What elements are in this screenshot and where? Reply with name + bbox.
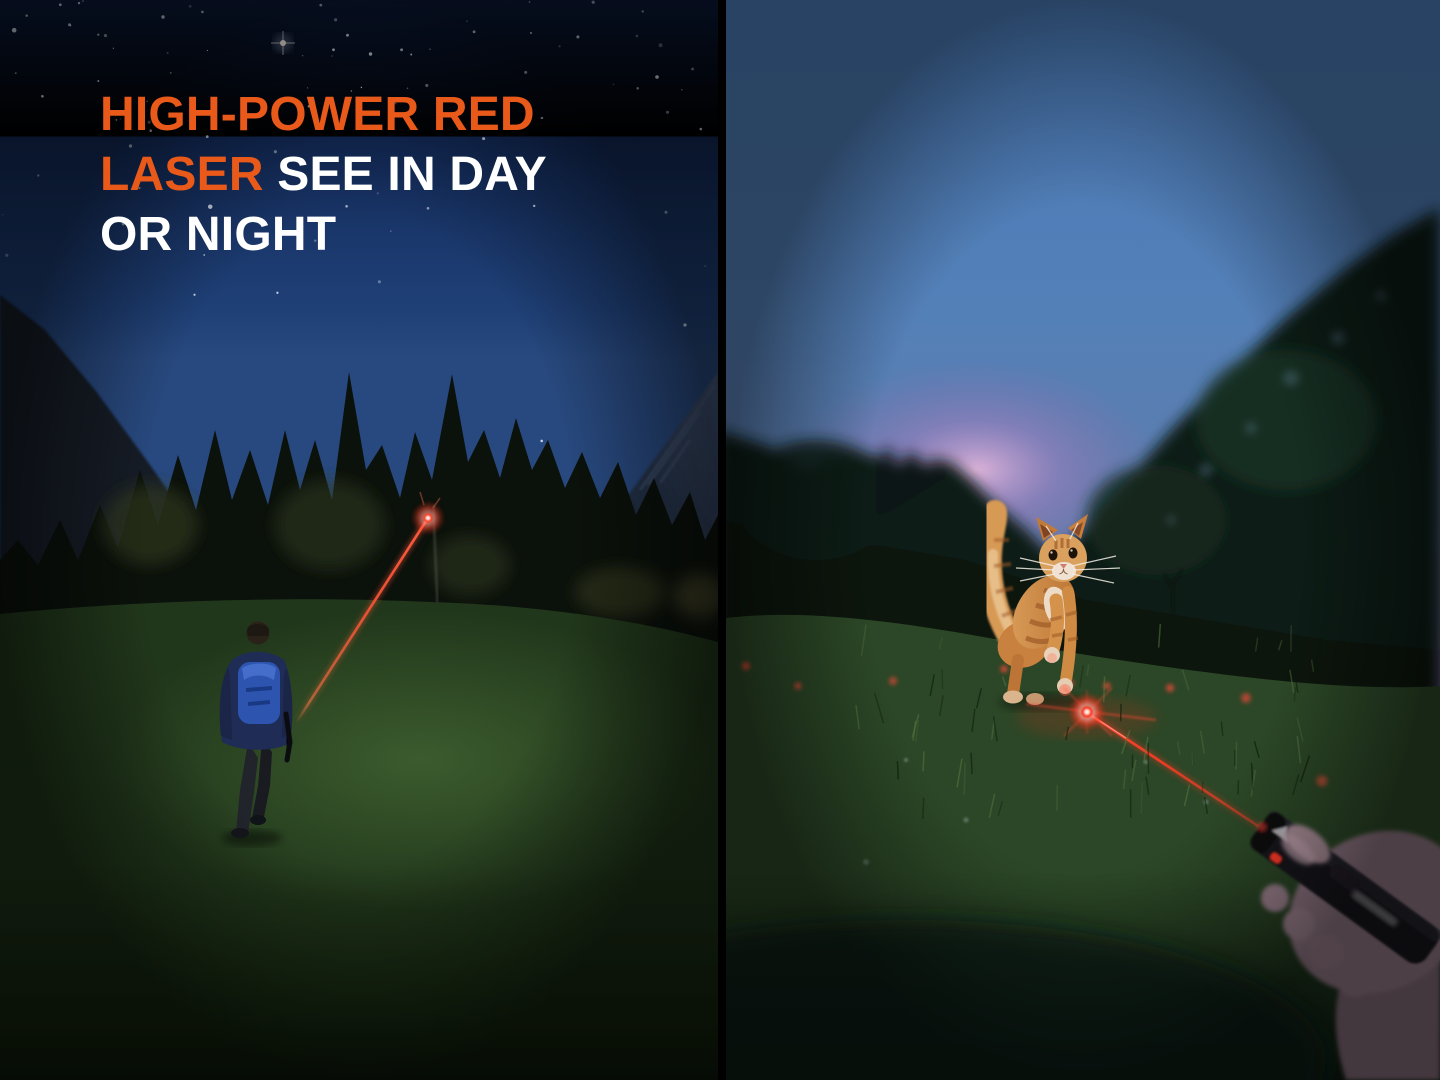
twilight-scene-illustration — [726, 0, 1440, 1080]
headline-white-text: SEE IN DAY — [277, 148, 547, 201]
headline-line-1 — [100, 85, 547, 145]
night-scene-panel — [0, 0, 718, 1080]
headline — [100, 85, 547, 265]
headline-orange-text: HIGH-POWER RED — [100, 88, 535, 141]
panel-divider — [718, 0, 726, 1080]
headline-white-text: OR NIGHT — [100, 208, 337, 261]
headline-line-2 — [100, 145, 547, 205]
headline-line-3 — [100, 205, 547, 265]
twilight-scene-panel — [726, 0, 1440, 1080]
vignette — [726, 0, 1440, 1080]
headline-orange-text: LASER — [100, 148, 264, 201]
